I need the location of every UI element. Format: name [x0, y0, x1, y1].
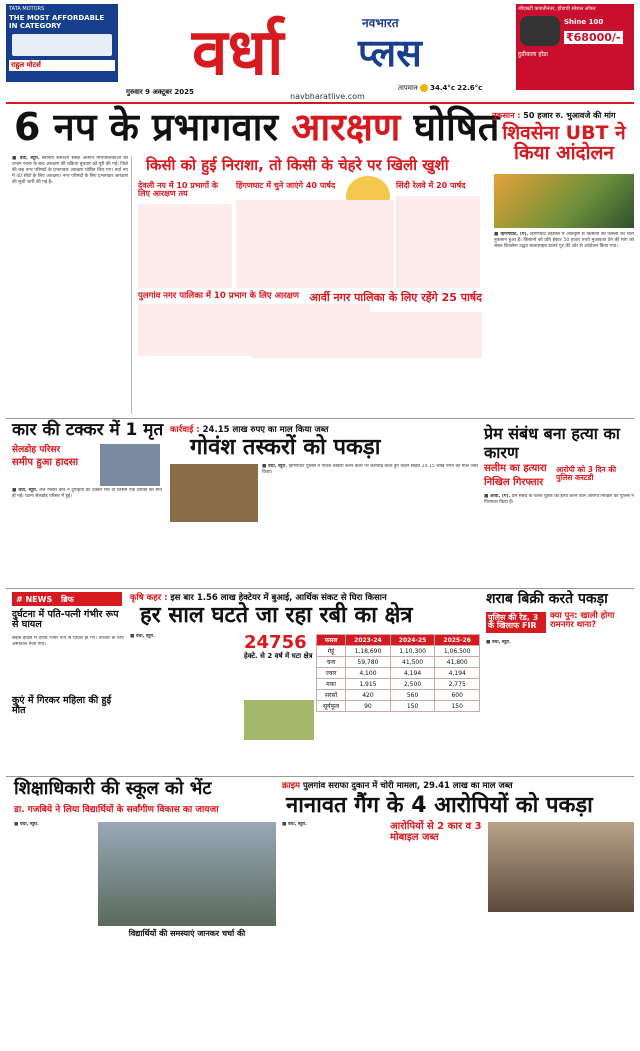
- lead-subhead: किसी को हुई निराशा, तो किसी के चेहरे पर खिली खुशी: [146, 156, 449, 174]
- cattle-kicker: [170, 424, 470, 435]
- lead-headline: [14, 105, 500, 149]
- box-sindi-title: सिंदी रेलवे में 20 पार्षद: [396, 181, 466, 190]
- box-arvi-list: [252, 312, 482, 358]
- lead-body: [12, 156, 132, 414]
- rabi-table-wrap: [316, 634, 480, 712]
- love-headline: प्रेम संबंध बना हत्या का कारण: [484, 424, 620, 462]
- table-cell: 4,100: [346, 668, 391, 679]
- table-row: [317, 690, 480, 701]
- rabi-body-right: [316, 736, 480, 774]
- table-cell: 420: [346, 690, 391, 701]
- table-cell: सूर्यफूल: [317, 701, 346, 712]
- theft-kicker-text: पुलगांव सराफा दुकान में चोरी मामला, 29.41 लाख का माल जब्त: [302, 781, 513, 791]
- news-tag-brief: ब्रिफ: [61, 595, 74, 604]
- love-kicker-2: निखिल गिरफ्तार: [484, 477, 544, 488]
- motorcycle-icon: [520, 16, 560, 46]
- school-body-right: [98, 944, 276, 1032]
- ad-honda-dealer: हुडीवाला होंडा: [518, 51, 548, 58]
- shivsena-kicker: [492, 110, 634, 121]
- rabi-kicker-label: कृषि कहर :: [130, 593, 168, 603]
- temp-min: 22.6°c: [457, 84, 483, 92]
- accident-dateline: ■ वर्धा, ब्यूरो.: [12, 488, 38, 493]
- table-cell: 2,500: [390, 679, 435, 690]
- masthead-website[interactable]: navbharatlive.com: [290, 92, 365, 101]
- liquor-dateline: ■ वर्धा, ब्यूरो.: [486, 640, 511, 645]
- lead-headline-text: 6 नप के प्रभागवार आरक्षण घोषित: [14, 105, 500, 149]
- theft-kicker: [282, 780, 634, 791]
- rabi-kicker: [130, 592, 480, 603]
- accident-photo: [100, 444, 160, 486]
- masthead-rule: [6, 102, 634, 104]
- table-cell: 41,800: [435, 657, 480, 668]
- cattle-dateline: ■ वर्धा, ब्यूरो.: [262, 464, 288, 469]
- theft-headline: नानावत गैंग के 4 आरोपियों को पकड़ा: [286, 793, 593, 818]
- table-cell: गेहूं: [317, 646, 346, 657]
- table-cell: ज्वार: [317, 668, 346, 679]
- rabi-headline: हर साल घटते जा रहा रबी का क्षेत्र: [140, 603, 413, 628]
- cattle-photo: [170, 464, 258, 522]
- rabi-stat-label: हेक्टे. से 2 वर्ष में घटा क्षेत्र: [244, 651, 313, 660]
- box-arvi-title: आर्वी नगर पालिका के लिए रहेंगे 25 पार्षद: [309, 291, 482, 304]
- table-cell: 1,10,300: [390, 646, 435, 657]
- news-tag: # NEWS: [16, 595, 53, 604]
- liquor-kicker: पुलिस की रेड, 3 के खिलाफ FIR: [486, 612, 546, 633]
- box-pulgaon-title: पुलगांव नगर पालिका में 10 प्रभाग के लिए आरक्षण: [138, 291, 299, 301]
- section-rule-1: [6, 418, 634, 419]
- table-cell: 1,915: [346, 679, 391, 690]
- table-header-cell: फसल: [317, 635, 346, 646]
- shivsena-headline: शिवसेना UBT ने किया आंदोलन: [502, 122, 626, 164]
- table-cell: 4,194: [435, 668, 480, 679]
- love-body: [484, 494, 634, 586]
- temp-label: तापमान: [398, 84, 418, 92]
- brief-headline-1: दुर्घटना में पति-पत्नी गंभीर रूप से घायल: [12, 609, 119, 630]
- school-dateline: ■ वर्धा, ब्यूरो.: [14, 822, 39, 827]
- table-cell: 2,775: [435, 679, 480, 690]
- ad-honda-price: ₹68000/-: [566, 31, 621, 44]
- table-cell: 41,500: [390, 657, 435, 668]
- love-kicker-3: आरोपी को 3 दिन की पुलिस कस्टडी: [556, 465, 617, 482]
- table-cell: 560: [390, 690, 435, 701]
- cattle-body: [262, 464, 478, 584]
- table-header-cell: 2025-26: [435, 635, 480, 646]
- logo-brand-top: नवभारत: [362, 16, 399, 30]
- cattle-kicker-text: 24.15 लाख रुपए का माल किया जब्त: [202, 425, 329, 435]
- table-cell: 150: [390, 701, 435, 712]
- accident-headline: कार की टक्कर में 1 मृत: [12, 420, 164, 440]
- logo-city: वर्धा: [192, 15, 284, 90]
- kicker-text: 50 हजार रु. भुआवजे की मांग: [523, 111, 616, 120]
- box-deoli-title: देवली नप में 10 प्रभागों के लिए आरक्षण तय: [138, 181, 218, 199]
- school-headline: शिक्षाधिकारी की स्कूल को भेंट: [14, 778, 212, 799]
- cattle-kicker-label: कार्रवाई :: [170, 425, 200, 435]
- masthead-logo[interactable]: [192, 10, 442, 92]
- section-rule-3: [6, 776, 634, 777]
- protest-photo: [494, 174, 634, 228]
- ad-headline: THE MOST AFFORDABLE IN CATEGORY: [9, 14, 105, 30]
- theft-kicker-label: क्राइम: [282, 781, 300, 791]
- rabi-kicker-text: इस बार 1.56 लाख हेक्टेयर में बुआई, आर्थिक संकट से घिरा किसान: [170, 593, 387, 603]
- lead-body-text: स्थानीय स्वराज्य संस्था अंतर्गत नगरपालिकाओं की प्रभाग रचना के बाद आरक्षण की प्रक्रिया बुधवार को पूरी की गई। जिले की छह नगर परिषदों के प्रभागवार आरक्षण घोषित किए गए। वर्धा नप में 40 सीटों के लिए आरक्षण। नगर परिषदों के लिए प्रभागवार आरक्षण की सूची जारी की गई है।: [12, 156, 128, 185]
- table-header-cell: 2024-25: [390, 635, 435, 646]
- box-hinganghat-list: [236, 200, 394, 288]
- rabi-body-left: [130, 634, 240, 774]
- shivsena-body: [494, 232, 634, 414]
- theft-photo: [488, 822, 634, 912]
- logo-brand-main: प्लस: [358, 31, 422, 75]
- brief-body-1: सड़क हादसे में दंपति गंभीर रूप से घायल हो गए। उपचार के लिए अस्पताल भेजा गया।: [12, 636, 124, 647]
- rabi-photo: [244, 700, 314, 740]
- truck-icon: [12, 34, 112, 56]
- ad-tata-motors[interactable]: [6, 4, 118, 82]
- temp-max: 34.4°c: [430, 84, 456, 92]
- love-dateline: ■ आर्वी, (ग).: [484, 494, 511, 499]
- school-subhead: डा. गजबिये ने लिया विद्यार्थियों के सर्वांगीण विकास का जायजा: [14, 805, 219, 815]
- brief-body-2: [12, 722, 124, 772]
- table-cell: मका: [317, 679, 346, 690]
- table-cell: 90: [346, 701, 391, 712]
- table-row: [317, 657, 480, 668]
- theft-subhead: आरोपियों से 2 कार व 3 मोबाइल जब्त: [390, 821, 482, 843]
- section-rule-2: [6, 588, 634, 589]
- kicker-label: नुकसान :: [492, 111, 521, 120]
- weather-box: [398, 84, 514, 98]
- love-kicker-1: सलीम का हत्यारा: [484, 463, 547, 474]
- school-caption: विद्यार्थियों की समस्याएं जानकर चर्चा की: [128, 929, 246, 938]
- theft-body: [282, 822, 386, 1032]
- accident-body: [12, 488, 162, 584]
- rabi-table: [316, 634, 480, 712]
- lead-headline-highlight: आरक्षण: [291, 105, 401, 149]
- rabi-dateline: ■ वर्धा, ब्यूरो.: [130, 634, 155, 639]
- lead-continued: [138, 360, 482, 416]
- ad-honda-model: Shine 100: [564, 18, 604, 26]
- liquor-headline: शराब बिक्री करते पकड़ा: [486, 591, 608, 607]
- table-cell: 1,18,690: [346, 646, 391, 657]
- shivsena-dateline: ■ हिंगणघाट, (ग).: [494, 232, 529, 237]
- table-row: [317, 668, 480, 679]
- ad-dealer-name: राहुल मोटर्स: [9, 60, 115, 71]
- table-cell: 150: [435, 701, 480, 712]
- table-row: [317, 646, 480, 657]
- rabi-stat: [244, 634, 314, 660]
- theft-body-mid: [390, 846, 484, 1032]
- love-body-text: प्रेम संबंध के चलते युवक की हत्या करने वाले आरोपी निखिल को पुलिस ने गिरफ्तार किया है।: [484, 494, 634, 505]
- masthead-date: गुरुवार 9 अक्टूबर 2025: [126, 88, 194, 96]
- news-brief-tag: [12, 592, 122, 606]
- rabi-stat-value: 24756: [244, 632, 307, 653]
- ad-brand-tata: TATA MOTORS: [9, 6, 45, 12]
- box-sindi-list: [396, 196, 480, 288]
- accident-body-text: तेज रफ्तार कार ने दुपहिया को टक्कर मार दी जिसमें एक व्यक्ति की मौत हो गई। घटना सेलडोह परिसर में हुई।: [12, 488, 162, 499]
- ad-honda-title: जीएसटी कपातीनंतर, होंडाची स्पेशल ऑफर: [518, 6, 596, 12]
- ad-honda[interactable]: [516, 4, 634, 90]
- liquor-body: [486, 640, 634, 774]
- theft-dateline: ■ वर्धा, ब्यूरो.: [282, 822, 307, 827]
- school-body-left: [14, 822, 94, 1032]
- table-row: [317, 679, 480, 690]
- school-photo: [98, 822, 276, 926]
- sun-icon: [420, 84, 428, 92]
- accident-kicker: सेलडोह परिसर: [12, 445, 61, 455]
- table-header-cell: 2023-24: [346, 635, 391, 646]
- cattle-headline: गोवंश तस्करों को पकड़ा: [190, 435, 381, 460]
- table-cell: 1,06,500: [435, 646, 480, 657]
- box-deoli-list: [138, 204, 232, 288]
- table-cell: 59,780: [346, 657, 391, 668]
- table-cell: चना: [317, 657, 346, 668]
- table-cell: 4,194: [390, 668, 435, 679]
- box-hinganghat-title: हिंगणघाट में चुने जाएंगे 40 पार्षद: [236, 181, 336, 190]
- accident-subhead: समीप हुआ हादसा: [12, 457, 79, 468]
- table-cell: सरसों: [317, 690, 346, 701]
- brief-headline-2: कुएं में गिरकर महिला की हुई मौत: [12, 695, 112, 716]
- table-cell: 600: [435, 690, 480, 701]
- shivsena-body-text: हिंगणघाट तहसील में अतिवृष्टि से किसानों की फसलों का भारी नुकसान हुआ है। किसानों को प्रति हेक्टर 50 हजार रुपये मुआवजा देने की मांग को लेकर शिवसेना उद्धव बालासाहब ठाकरे गुट की ओर से आंदोलन किया गया।: [494, 232, 634, 249]
- lead-dateline: ■ वर्धा, ब्यूरो.: [12, 156, 40, 161]
- table-row: [317, 701, 480, 712]
- liquor-question: क्या पुन: खाली होगा रामनगर थाना?: [550, 611, 615, 630]
- theft-body-right: [488, 916, 634, 1032]
- cattle-body-text: हिंगणघाट पुलिस ने गोवंश तस्करी करने वालों पर कार्रवाई करते हुए वाहन सहित 24.15 लाख रुपये का माल जब्त किया।: [262, 464, 478, 475]
